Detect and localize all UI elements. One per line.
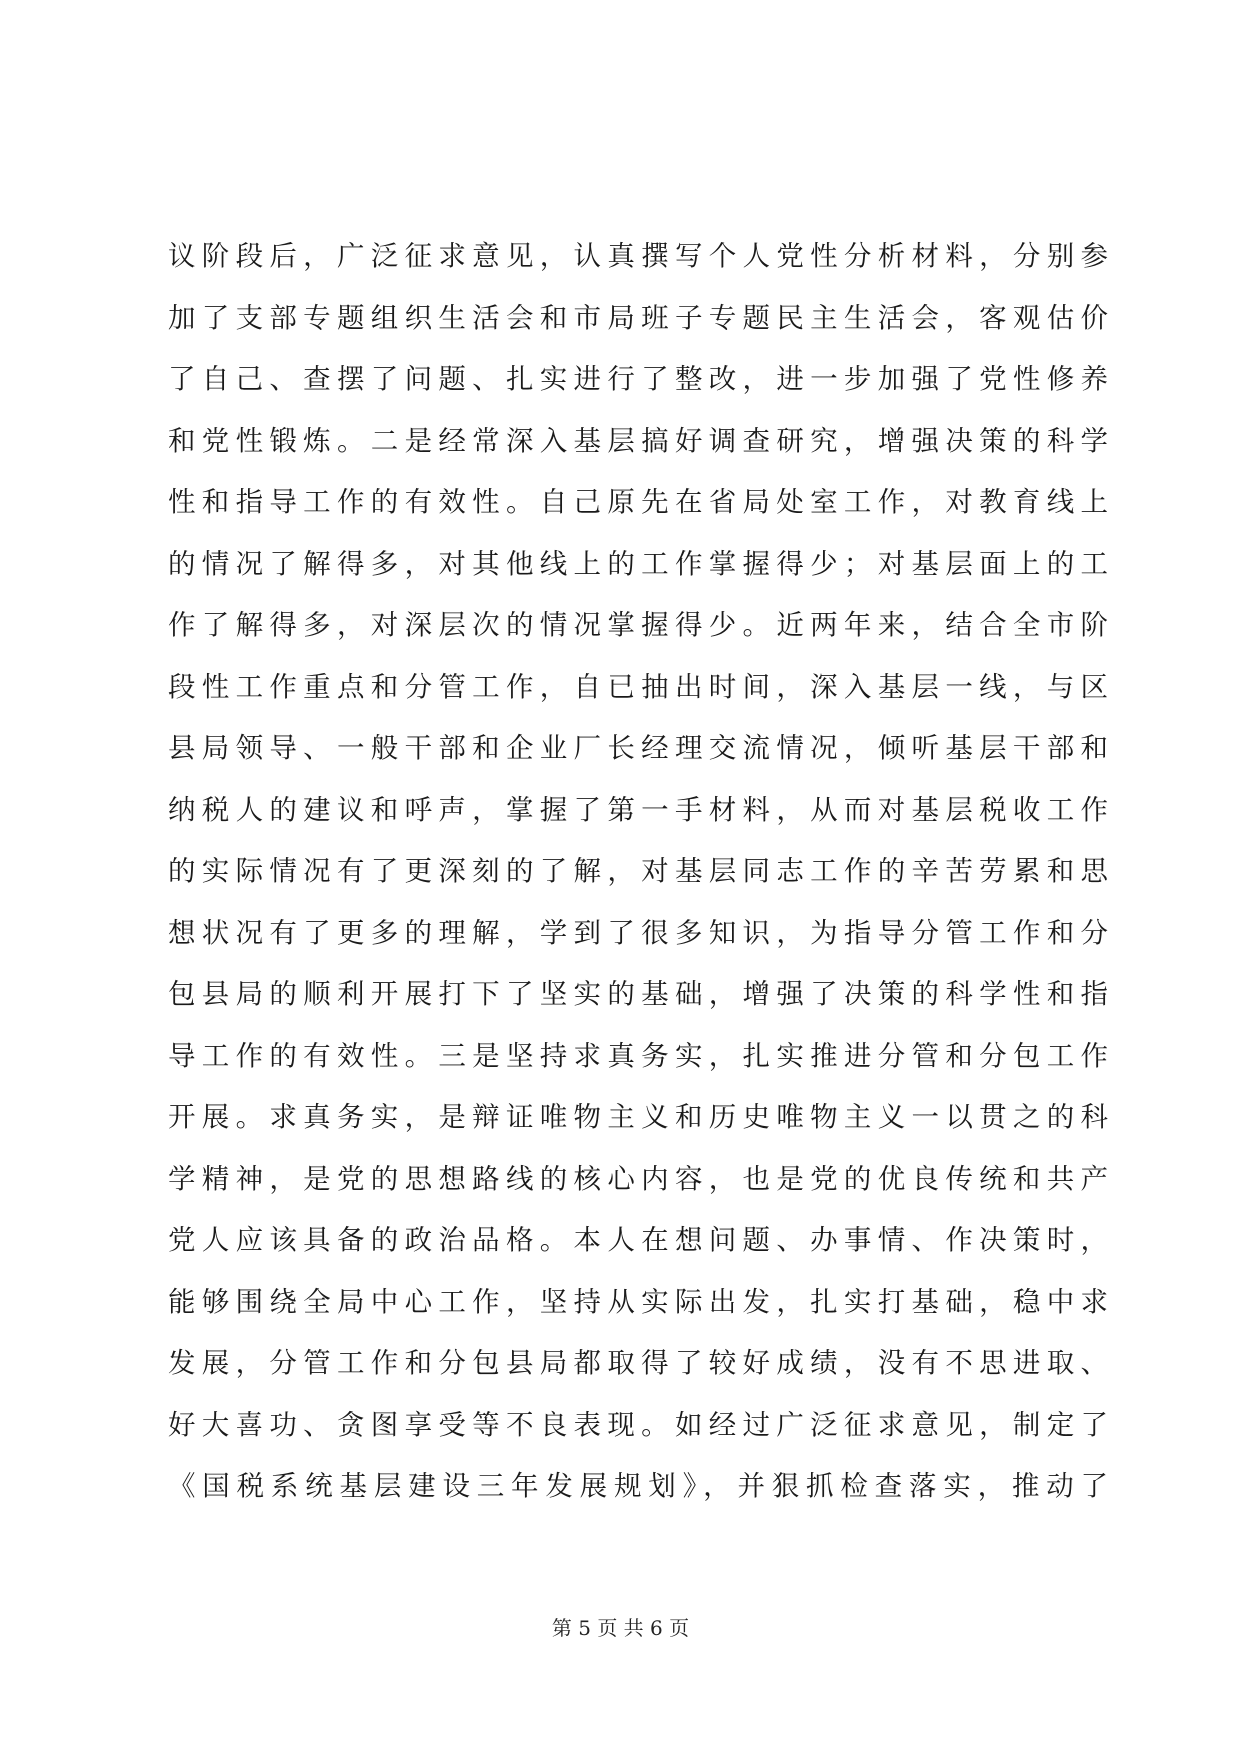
text-line: 纳税人的建议和呼声，掌握了第一手材料，从而对基层税收工作 (168, 793, 1108, 826)
text-line: 学精神，是党的思想路线的核心内容，也是党的优良传统和共产 (168, 1162, 1108, 1195)
text-line: 发展，分管工作和分包县局都取得了较好成绩，没有不思进取、 (168, 1347, 1108, 1379)
text-line: 党人应该具备的政治品格。本人在想问题、办事情、作决策时， (168, 1224, 1108, 1256)
text-line: 包县局的顺利开展打下了坚实的基础，增强了决策的科学性和指 (168, 978, 1108, 1010)
text-line: 加了支部专题组织生活会和市局班子专题民主生活会，客观估价 (168, 301, 1108, 334)
text-line: 性和指导工作的有效性。自己原先在省局处室工作，对教育线上 (168, 486, 1108, 518)
text-line: 《国税系统基层建设三年发展规划》，并狠抓检查落实，推动了 (168, 1470, 1108, 1502)
text-line: 县局领导、一般干部和企业厂长经理交流情况，倾听基层干部和 (168, 732, 1108, 764)
text-line: 好大喜功、贪图享受等不良表现。如经过广泛征求意见，制定了 (168, 1408, 1108, 1441)
text-line: 的情况了解得多，对其他线上的工作掌握得少；对基层面上的工 (168, 547, 1108, 580)
text-line: 的实际情况有了更深刻的了解，对基层同志工作的辛苦劳累和思 (168, 855, 1108, 887)
text-line: 作了解得多，对深层次的情况掌握得少。近两年来，结合全市阶 (168, 609, 1108, 641)
text-line: 想状况有了更多的理解，学到了很多知识，为指导分管工作和分 (168, 916, 1108, 949)
text-line: 导工作的有效性。三是坚持求真务实，扎实推进分管和分包工作 (168, 1039, 1108, 1072)
text-line: 了自己、查摆了问题、扎实进行了整改，进一步加强了党性修养 (168, 363, 1108, 395)
text-line: 和党性锻炼。二是经常深入基层搞好调查研究，增强决策的科学 (168, 424, 1108, 457)
text-line: 开展。求真务实，是辩证唯物主义和历史唯物主义一以贯之的科 (168, 1101, 1108, 1133)
text-line: 能够围绕全局中心工作，坚持从实际出发，扎实打基础，稳中求 (168, 1285, 1108, 1318)
body-text (168, 226, 1108, 1518)
text-line: 议阶段后，广泛征求意见，认真撰写个人党性分析材料，分别参 (168, 240, 1108, 272)
text-line: 段性工作重点和分管工作，自已抽出时间，深入基层一线，与区 (168, 670, 1108, 703)
page-number-footer: 第 5 页 共 6 页 (551, 1616, 690, 1640)
